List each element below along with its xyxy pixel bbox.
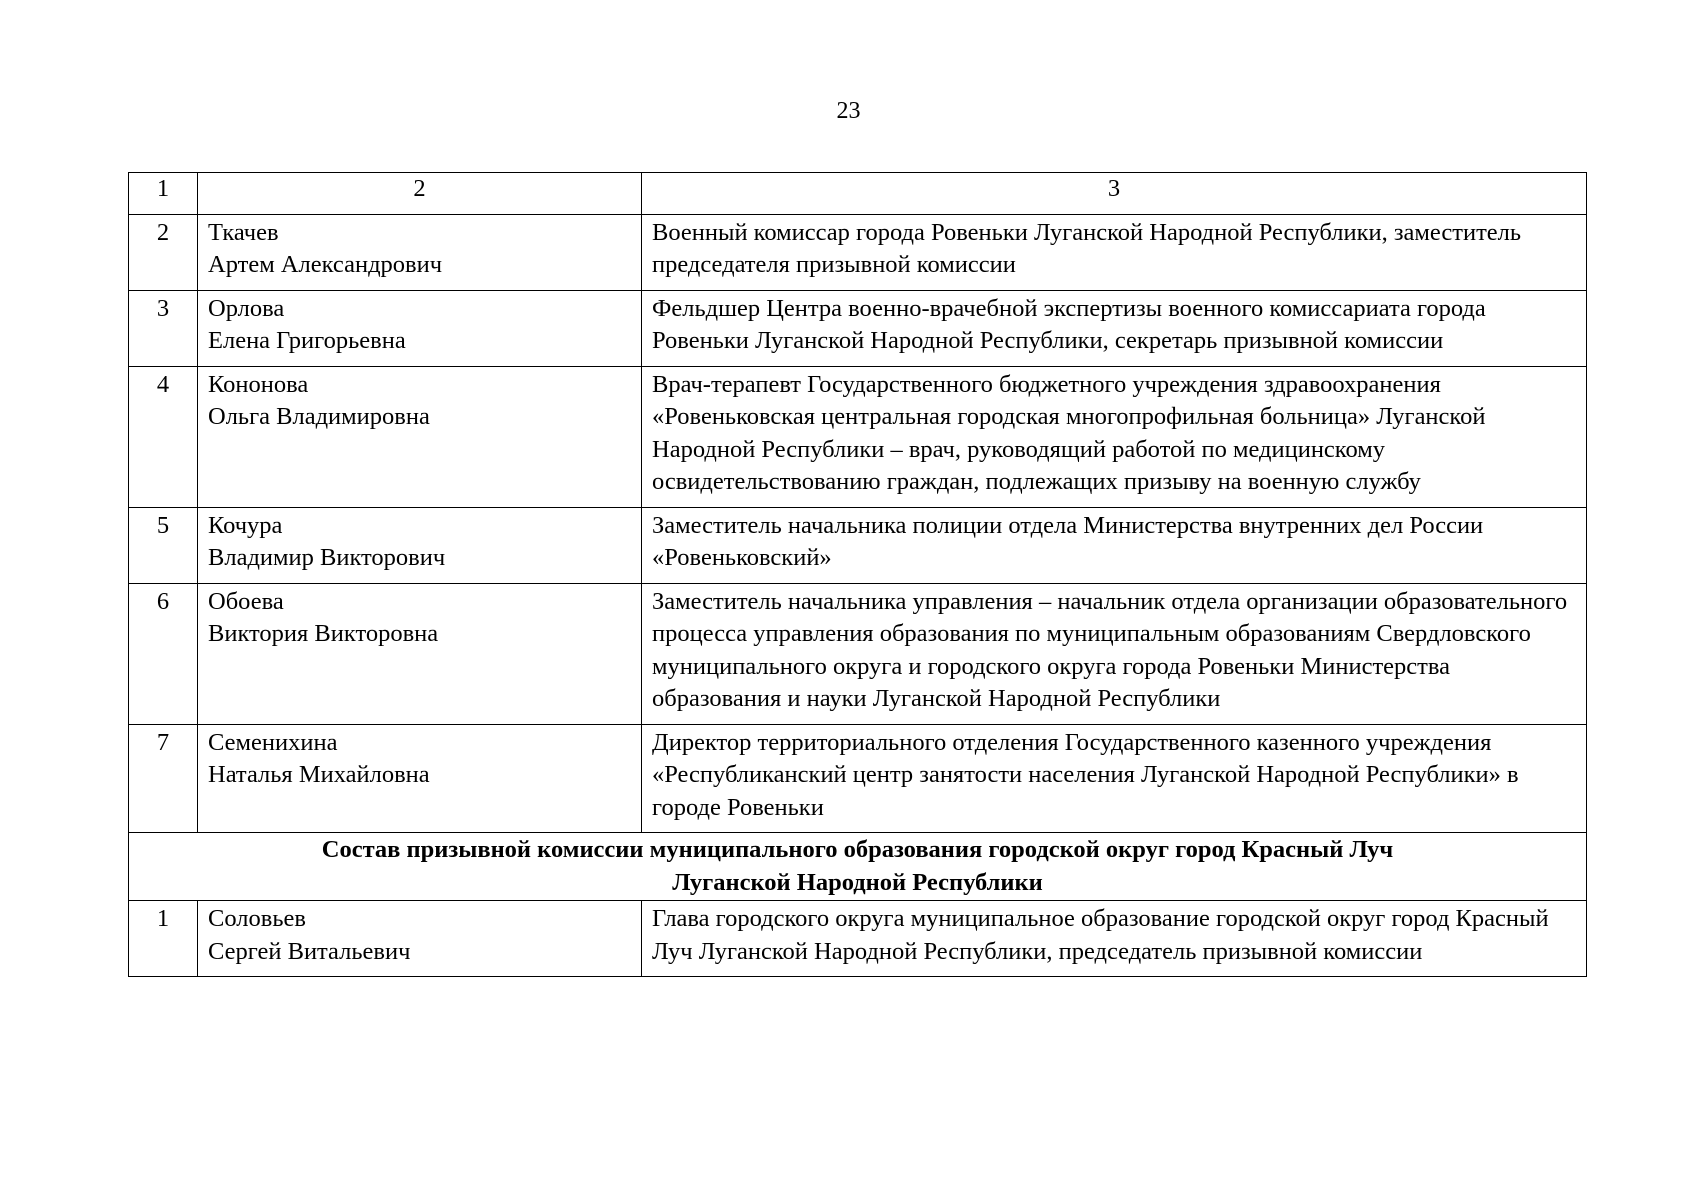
member-position: Врач-терапевт Государственного бюджетного учреждения здравоохранения «Ровеньковская центральная городская многопрофильная больница» Луганской Народной Республики – врач, руководящий работой по медицинскому освидетельствованию граждан, подлежащих призыву на военную службу (642, 366, 1587, 507)
section-heading (129, 833, 1587, 901)
member-given-names: Артем Александрович (208, 251, 443, 278)
member-surname: Орлова (208, 294, 285, 322)
row-number: 7 (129, 724, 198, 833)
member-surname: Ткачев (208, 218, 279, 246)
member-position: Военный комиссар города Ровеньки Луганской Народной Республики, заместитель председателя призывной комиссии (642, 214, 1587, 290)
member-surname: Соловьев (208, 905, 306, 932)
table-header-row (129, 173, 1587, 215)
page-number: 23 (836, 98, 861, 124)
table-row (129, 507, 1587, 583)
member-name (198, 366, 642, 507)
member-surname: Семенихина (208, 728, 338, 756)
member-position: Директор территориального отделения Государственного казенного учреждения «Республиканский центр занятости населения Луганской Народной Республики» в городе Ровеньки (642, 724, 1587, 833)
member-name (198, 901, 642, 977)
member-position: Заместитель начальника управления – начальник отдела организации образовательного процесса управления образования по муниципальным образованиям Свердловского муниципального округа и городского округа города Ровеньки Министерства образования и науки Луганской Народной Республики (642, 583, 1587, 724)
table-row (129, 290, 1587, 366)
member-given-names: Виктория Викторовна (208, 620, 439, 647)
member-position: Заместитель начальника полиции отдела Министерства внутренних дел России «Ровеньковский» (642, 507, 1587, 583)
row-number: 5 (129, 507, 198, 583)
row-number: 3 (129, 290, 198, 366)
row-number: 2 (129, 214, 198, 290)
member-given-names: Елена Григорьевна (208, 327, 406, 354)
table-row (129, 214, 1587, 290)
member-name (198, 724, 642, 833)
member-name (198, 583, 642, 724)
member-surname: Кононова (208, 370, 309, 398)
section-heading-line-2: Луганской Народной Республики (672, 868, 1043, 896)
member-name (198, 214, 642, 290)
row-number: 6 (129, 583, 198, 724)
member-given-names: Владимир Викторович (208, 544, 446, 571)
table-row (129, 583, 1587, 724)
member-surname: Обоева (208, 587, 284, 615)
table-row (129, 724, 1587, 833)
member-position: Фельдшер Центра военно-врачебной экспертизы военного комиссариата города Ровеньки Луганской Народной Республики, секретарь призывной комиссии (642, 290, 1587, 366)
table-row (129, 901, 1587, 977)
member-given-names: Сергей Витальевич (208, 937, 411, 965)
section-heading-row (129, 833, 1587, 901)
row-number: 1 (129, 901, 198, 977)
commission-table (128, 172, 1587, 977)
table-row (129, 366, 1587, 507)
member-surname: Кочура (208, 511, 283, 539)
member-name (198, 507, 642, 583)
member-given-names: Наталья Михайловна (208, 761, 430, 788)
row-number: 4 (129, 366, 198, 507)
member-position: Глава городского округа муниципальное образование городской округ город Красный Луч Луганской Народной Республики, председатель призывной комиссии (642, 901, 1587, 977)
section-heading-line-1: Состав призывной комиссии муниципального образования городской округ город Красный Луч (321, 836, 1394, 863)
member-given-names: Ольга Владимировна (208, 403, 430, 430)
member-name (198, 290, 642, 366)
column-number-3: 3 (642, 173, 1587, 215)
column-number-2: 2 (198, 173, 642, 215)
column-number-1: 1 (129, 173, 198, 215)
